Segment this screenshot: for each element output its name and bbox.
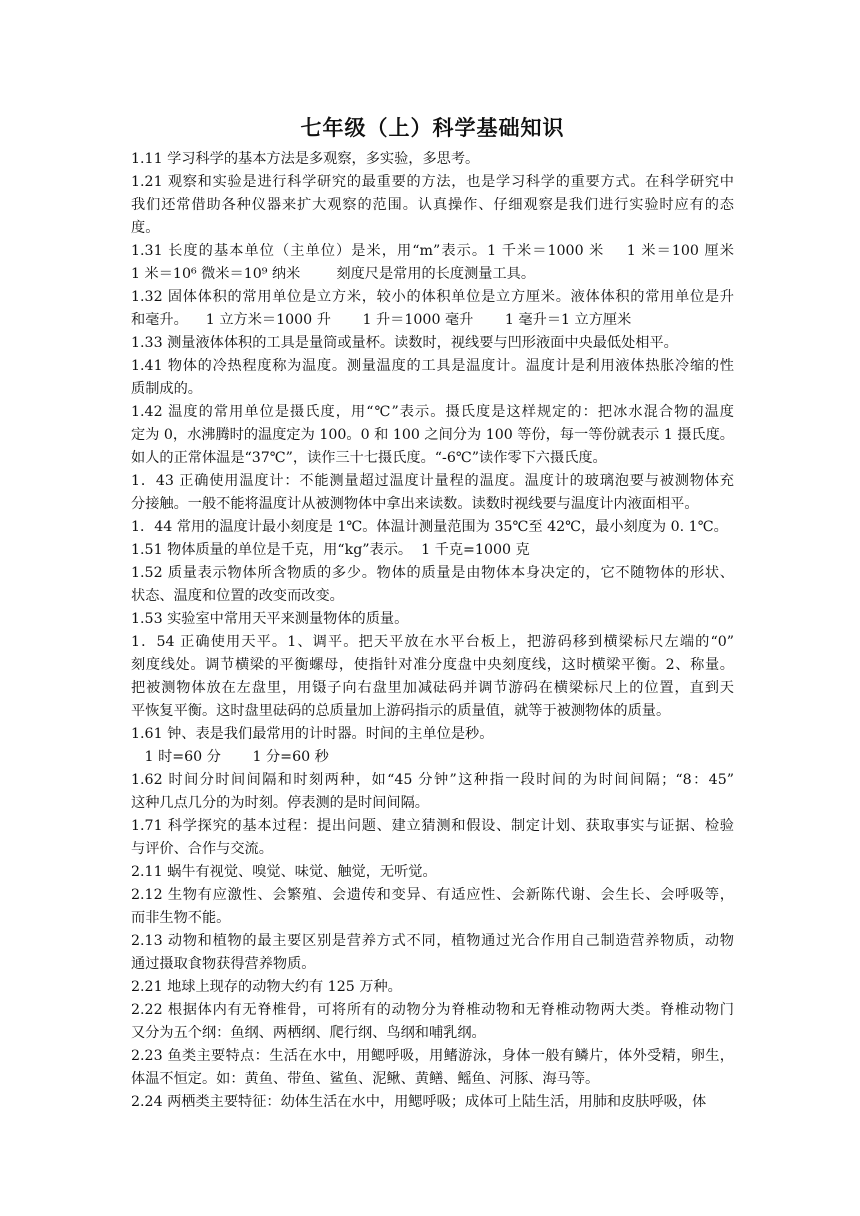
paragraph [131,723,734,746]
text-line: 1．43 正确使用温度计：不能测量超过温度计量程的温度。温度计的玻璃泡要与被测物体充 [131,473,734,489]
paragraph [131,401,734,470]
text-line: 平恢复平衡。这时盘里砝码的总质量加上游码指示的质量值，就等于被测物体的质量。 [131,703,671,719]
text-line: 2.11 蜗牛有视觉、嗅觉、味觉、触觉，无听觉。 [131,864,437,880]
paragraph [131,539,734,562]
text-line: 1.42 温度的常用单位是摄氏度，用“℃”表示。摄氏度是这样规定的：把冰水混合物的温度 [131,404,734,420]
paragraph [131,355,734,401]
paragraph [131,861,734,884]
text-line: 体温不恒定。如：黄鱼、带鱼、鲨鱼、泥鳅、黄鳝、鳐鱼、河豚、海马等。 [131,1071,600,1087]
text-line: 1.61 钟、表是我们最常用的计时器。时间的主单位是秒。 [131,726,494,742]
paragraph [131,815,734,861]
text-line: 把被测物体放在左盘里，用镊子向右盘里加减砝码并调节游码在横梁标尺上的位置，直到天 [131,680,734,696]
text-line: 如人的正常体温是“37℃”，读作三十七摄氏度。“-6℃”读作零下六摄氏度。 [131,450,607,466]
text-line: 1．44 常用的温度计最小刻度是 1℃。体温计测量范围为 35℃至 42℃，最小刻度为 0. 1℃。 [131,519,728,535]
paragraph [131,1045,734,1091]
text-line: 1.32 固体体积的常用单位是立方米，较小的体积单位是立方厘米。液体体积的常用单位是升 [131,289,734,305]
text-line: 1.33 测量液体体积的工具是量筒或量杯。读数时，视线要与凹形液面中央最低处相平。 [131,335,678,351]
text-line: 度。 [131,220,160,236]
paragraph [131,470,734,516]
text-line: 2.24 两栖类主要特征：幼体生活在水中，用鳃呼吸；成体可上陆生活，用肺和皮肤呼吸，体 [131,1094,707,1110]
paragraph [131,148,734,171]
text-line: 1 时=60 分 1 分=60 秒 [131,749,329,765]
text-line: 和毫升。 1 立方米＝1000 升 1 升＝1000 毫升 1 毫升＝1 立方厘米 [131,312,632,328]
text-line: 质制成的。 [131,381,202,397]
text-line: 1.11 学习科学的基本方法是多观察，多实验，多思考。 [131,151,480,167]
text-line: 2.22 根据体内有无脊椎骨，可将所有的动物分为脊椎动物和无脊椎动物两大类。脊椎动物门 [131,1002,734,1018]
paragraph [131,976,734,999]
text-line: 分接触。一般不能将温度计从被测物体中拿出来读数。读数时视线要与温度计内液面相平。 [131,496,699,512]
paragraph [131,999,734,1045]
text-line: 通过摄取食物获得营养物质。 [131,956,316,972]
text-line: 我们还常借助各种仪器来扩大观察的范围。认真操作、仔细观察是我们进行实验时应有的态 [131,197,734,213]
paragraph [131,1091,734,1114]
text-line: 而非生物不能。 [131,910,231,926]
text-line: 1．54 正确使用天平。1、调平。把天平放在水平台板上，把游码移到横梁标尺左端的“0” [131,634,734,650]
text-line: 1.41 物体的冷热程度称为温度。测量温度的工具是温度计。温度计是利用液体热胀冷缩的性 [131,358,734,374]
text-line: 1.62 时间分时间间隔和时刻两种，如“45 分钟”这种指一段时间的为时间间隔；“8：45” [131,772,734,788]
paragraph [131,562,734,608]
paragraph [131,631,734,723]
document-page [131,112,734,1114]
text-line: 1.51 物体质量的单位是千克，用“kg”表示。 1 千克=1000 克 [131,542,530,558]
paragraph [131,516,734,539]
text-line: 1.52 质量表示物体所含物质的多少。物体的质量是由物体本身决定的，它不随物体的形状、 [131,565,734,581]
text-line: 1.53 实验室中常用天平来测量物体的质量。 [131,611,409,627]
text-line: 2.23 鱼类主要特点：生活在水中，用鳃呼吸，用鳍游泳，身体一般有鳞片，体外受精，卵生， [131,1048,734,1064]
text-line: 又分为五个纲：鱼纲、两栖纲、爬行纲、鸟纲和哺乳纲。 [131,1025,486,1041]
paragraph [131,240,734,286]
document-body [131,148,734,1114]
paragraph [131,286,734,332]
text-line: 1.31 长度的基本单位（主单位）是米，用“m”表示。1 千米＝1000 米 1 米＝100 厘米 [131,243,734,259]
paragraph [131,332,734,355]
paragraph [131,608,734,631]
text-line: 1.71 科学探究的基本过程：提出问题、建立猜测和假设、制定计划、获取事实与证据、检验 [131,818,734,834]
text-line: 2.13 动物和植物的最主要区别是营养方式不同，植物通过光合作用自己制造营养物质，动物 [131,933,734,949]
text-line: 与评价、合作与交流。 [131,841,273,857]
document-title: 七年级（上）科学基础知识 [300,115,565,140]
text-line: 刻度线处。调节横梁的平衡螺母，使指针对准分度盘中央刻度线，这时横梁平衡。2、称量。 [131,657,734,673]
paragraph [131,746,734,769]
text-line: 状态、温度和位置的改变而改变。 [131,588,344,604]
text-line: 这种几点几分的为时刻。停表测的是时间间隔。 [131,795,429,811]
text-line: 定为 0，水沸腾时的温度定为 100。0 和 100 之间分为 100 等份，每一等份就表示 1 摄氏度。 [131,427,734,443]
paragraph [131,884,734,930]
paragraph [131,171,734,240]
paragraph [131,930,734,976]
text-line: 2.12 生物有应激性、会繁殖、会遗传和变异、有适应性、会新陈代谢、会生长、会呼吸等， [131,887,734,903]
text-line: 1.21 观察和实验是进行科学研究的最重要的方法，也是学习科学的重要方式。在科学研究中 [131,174,734,190]
text-line: 2.21 地球上现存的动物大约有 125 万种。 [131,979,402,995]
paragraph [131,769,734,815]
text-line: 1 米＝10⁶ 微米＝10⁹ 纳米 刻度尺是常用的长度测量工具。 [131,266,536,282]
